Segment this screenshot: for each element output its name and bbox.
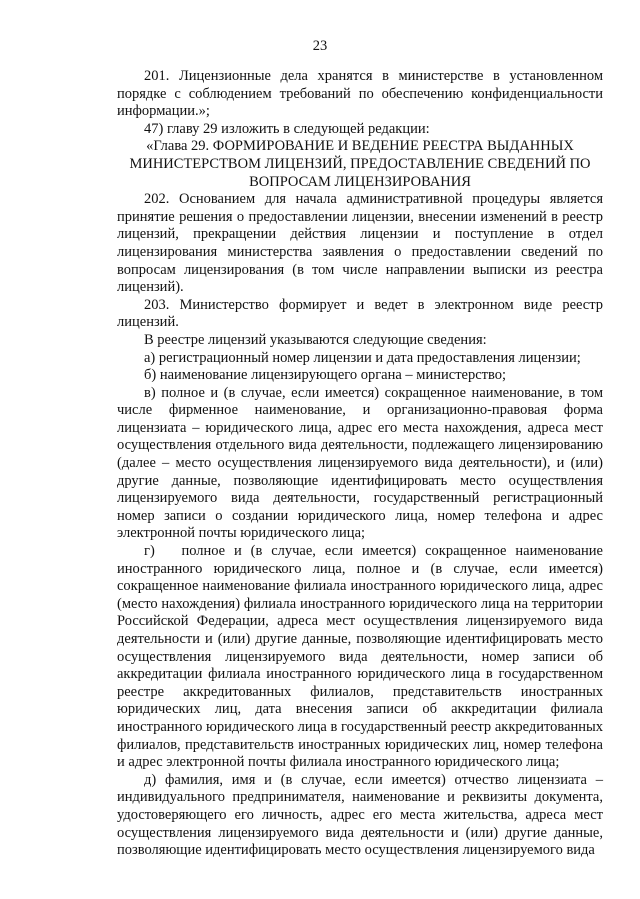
- paragraph-203: 203. Министерство формирует и ведет в электронном виде реестр лицензий.: [117, 296, 603, 331]
- list-item-b: б) наименование лицензирующего органа – министерство;: [144, 367, 507, 384]
- paragraph-201: 201. Лицензионные дела хранятся в министерстве в установленном порядке с соблюдением требований по обеспечению конфиденциальности информации.»;: [117, 68, 603, 120]
- list-item-a: а) регистрационный номер лицензии и дата предоставления лицензии;: [144, 349, 581, 366]
- chapter-heading-line: МИНИСТЕРСТВОМ ЛИЦЕНЗИЙ, ПРЕДОСТАВЛЕНИЕ СВЕДЕНИЙ ПО: [129, 155, 591, 172]
- chapter-heading: [117, 138, 603, 191]
- paragraph-registry-intro: В реестре лицензий указываются следующие сведения:: [144, 331, 487, 348]
- chapter-heading-line: «Глава 29. ФОРМИРОВАНИЕ И ВЕДЕНИЕ РЕЕСТРА ВЫДАННЫХ: [146, 138, 574, 155]
- list-item-d: д) фамилия, имя и (в случае, если имеется) отчество лицензиата – индивидуального предпринимателя, наименование и реквизиты документа, удостоверяющего его личность, адрес его места жительства, адреса мест осуществления лицензируемого вида деятельности и (или) другие данные, позволяющие идентифицировать место осуществления лицензируемого вида: [117, 771, 603, 859]
- paragraph-202: 202. Основанием для начала административной процедуры является принятие решения о предоставлении лицензии, внесении изменений в реестр лицензий, прекращении действия лицензии и поступление в отдел лицензирования министерства заявления о предоставлении сведений по вопросам лицензирования (в том числе направлении выписки из реестра лицензий).: [117, 191, 603, 296]
- list-item-v: в) полное и (в случае, если имеется) сокращенное наименование, в том числе фирменное наименование, и организационно-правовая форма лицензиата – юридического лица, адрес его места нахождения, адреса мест осуществления отдельного вида деятельности, подлежащего лицензированию (далее – место осуществления лицензируемого вида деятельности), и (или) другие данные, позволяющие идентифицировать место осуществления лицензируемого вида деятельности, государственный регистрационный номер записи о создании юридического лица, номер телефона и адрес электронной почты юридического лица;: [117, 384, 603, 542]
- page-number: 23: [312, 38, 328, 54]
- list-item-g: г) полное и (в случае, если имеется) сокращенное наименование иностранного юридического лица, полное и (в случае, если имеется) сокращенное наименование филиала иностранного юридического лица, адрес (место нахождения) филиала иностранного юридического лица на территории Российской Федерации, адреса мест осуществления лицензируемого вида деятельности и (или) другие данные, позволяющие идентифицировать место осуществления лицензируемого вида деятельности, номер записи об аккредитации филиала иностранного юридического лица в государственном реестре аккредитованных филиалов, представительств иностранных юридических лиц, дата внесения записи об аккредитации филиала иностранного юридического лица в государственный реестр аккредитованных филиалов, представительств иностранных юридических лиц, номер телефона и адрес электронной почты филиала иностранного юридического лица;: [117, 543, 607, 771]
- chapter-heading-line: ВОПРОСАМ ЛИЦЕНЗИРОВАНИЯ: [249, 173, 471, 190]
- paragraph-item-47: 47) главу 29 изложить в следующей редакции:: [144, 120, 430, 137]
- document-body: [117, 68, 607, 860]
